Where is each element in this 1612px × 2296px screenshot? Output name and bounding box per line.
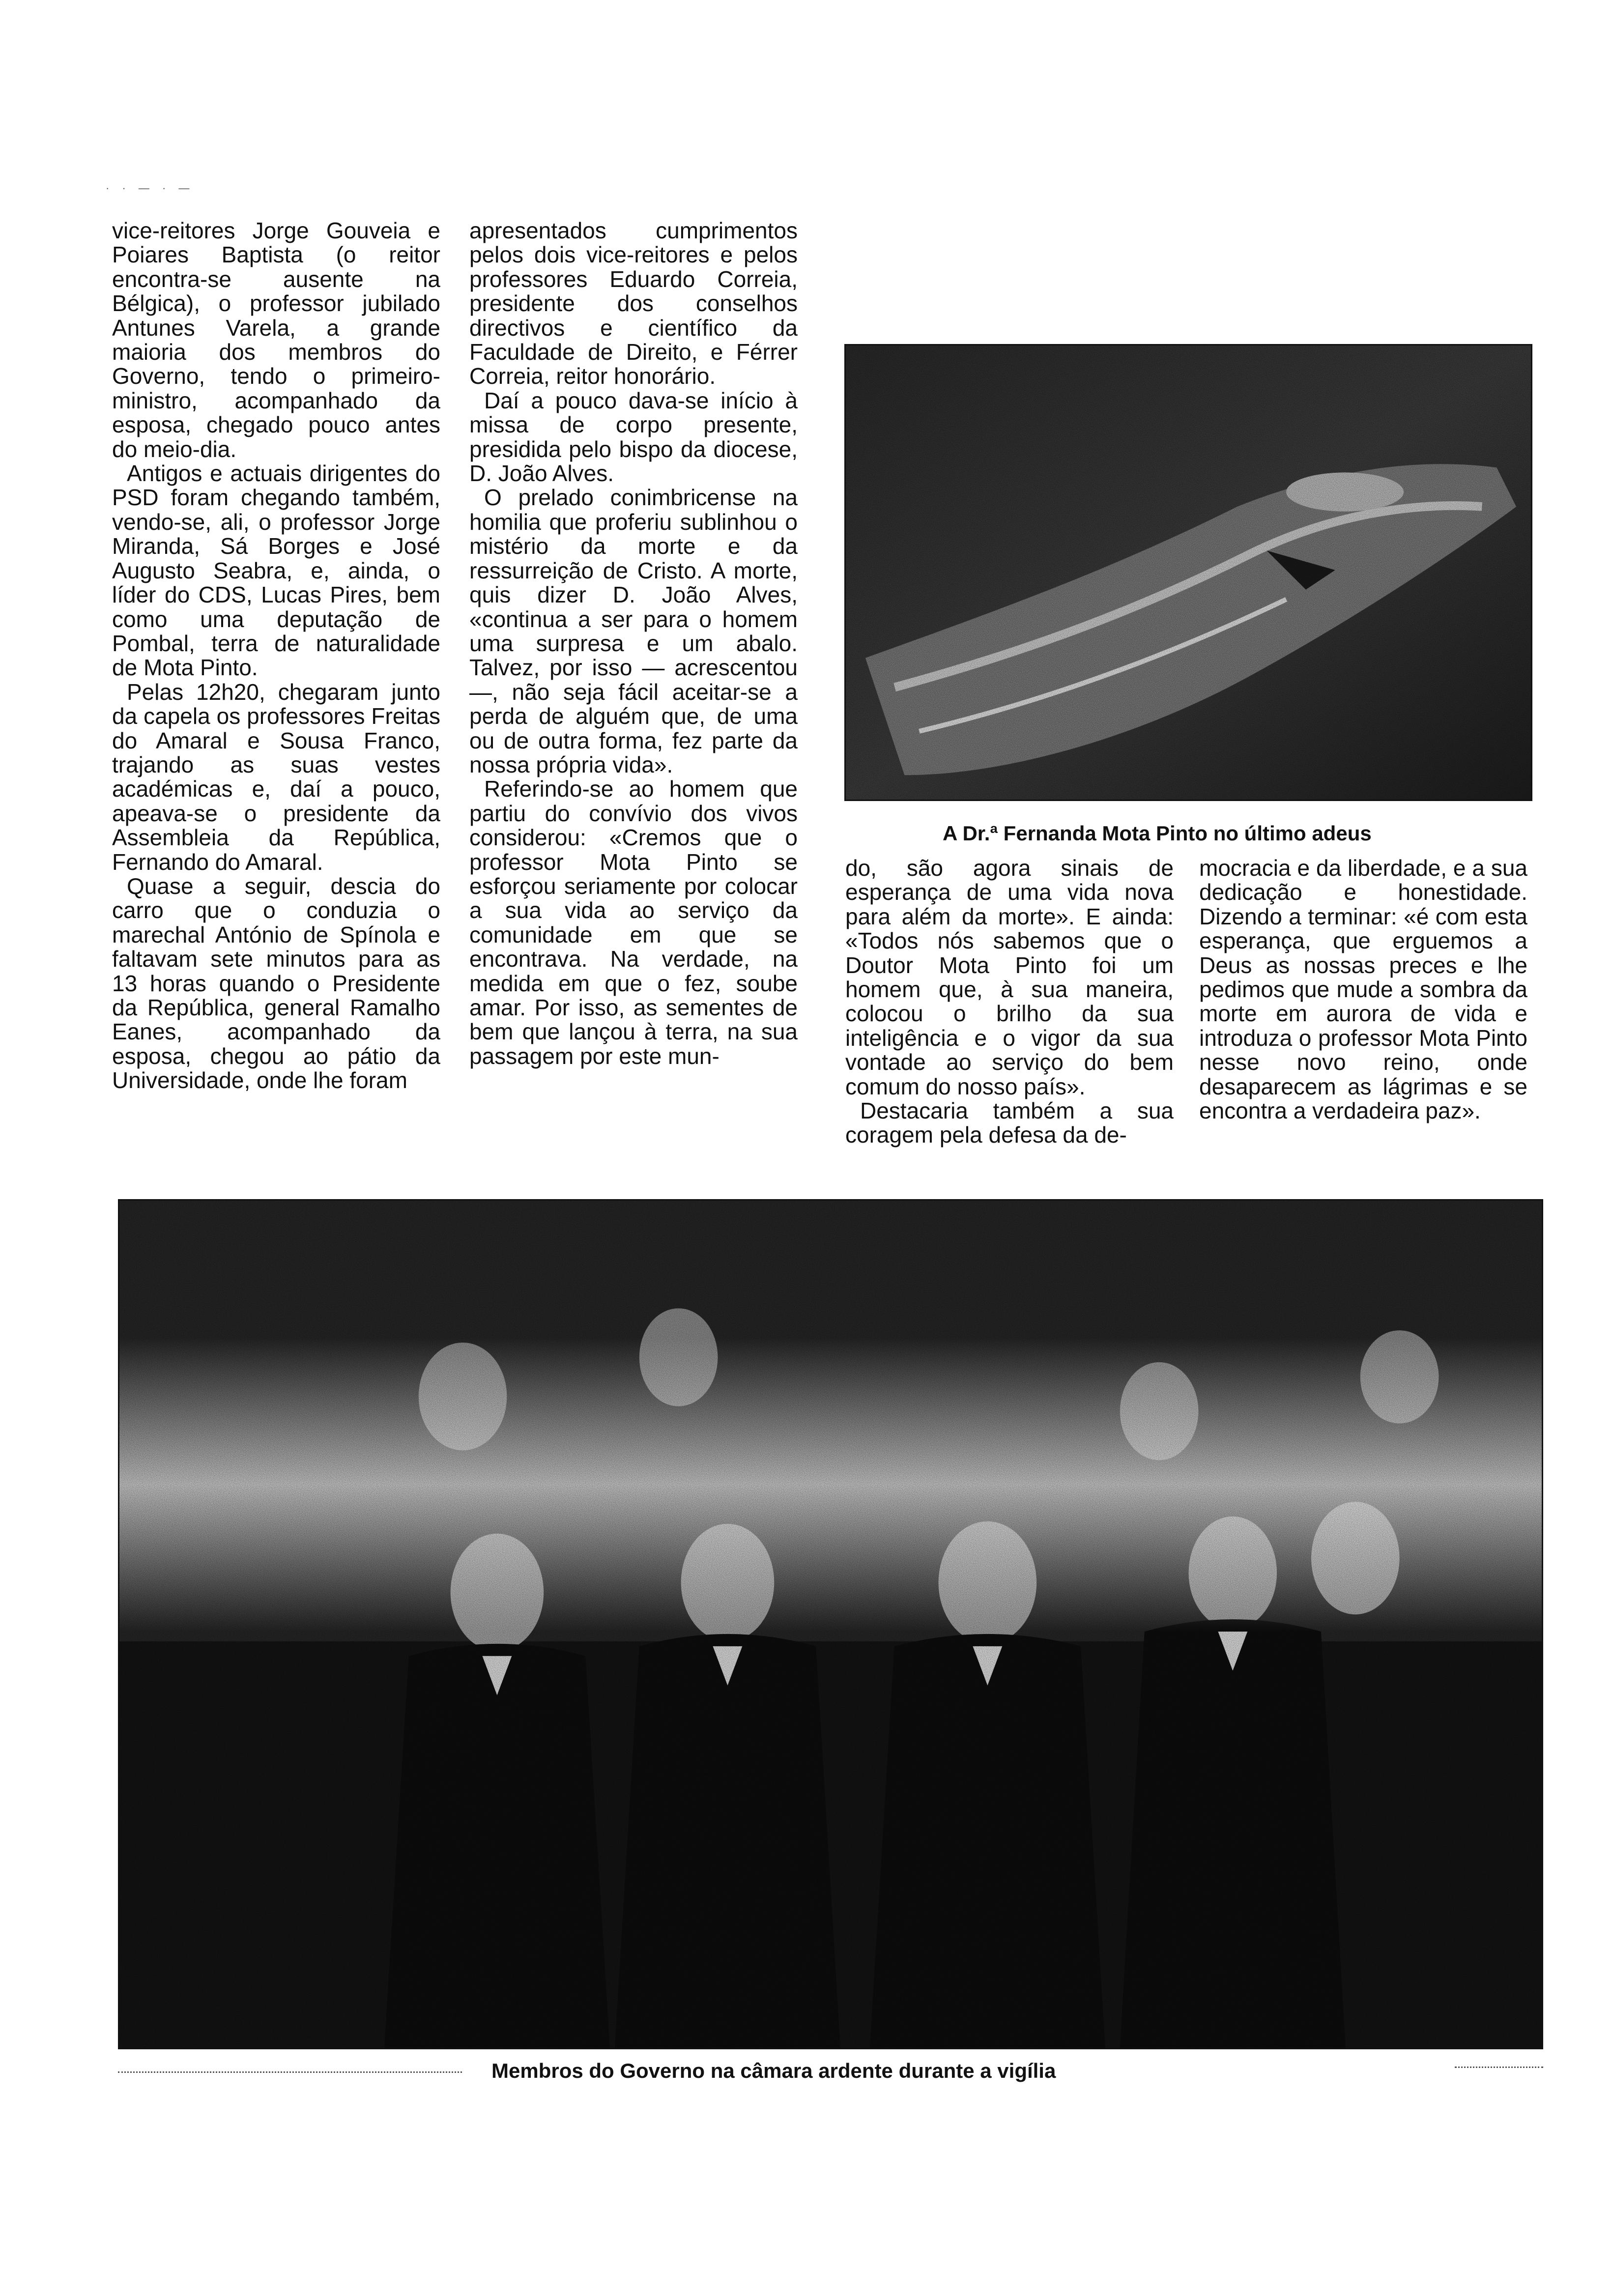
paragraph: Destacaria também a sua coragem pela defesa da de- bbox=[845, 1098, 1174, 1148]
paragraph: Pelas 12h20, chegaram junto da capela os professores Freitas do Amaral e Sousa Franco, trajando as suas vestes académicas e, daí a pouco, apeava-se o presidente da Assembleia da República, Fernando do Amaral. bbox=[112, 679, 440, 875]
caption-rule-right bbox=[1455, 2066, 1543, 2068]
paragraph: Quase a seguir, descia do carro que o conduzia o marechal António de Spínola e faltavam sete minutos para as 13 horas quando o Presidente da República, general Ramalho Eanes, acompanhado da esposa, chegou ao pátio da Universidade, onde lhe foram bbox=[112, 873, 440, 1093]
text-column-1 bbox=[112, 219, 440, 1093]
caption-rule-left bbox=[118, 2071, 462, 2073]
paragraph: O prelado conimbricense na homilia que proferiu sublinhou o mistério da morte e da ressurreição de Cristo. A morte, quis dizer D. João Alves, «continua a ser para o homem uma surpresa e um abalo. Talvez, por isso — acrescentou —, não seja fácil aceitar-se a perda de alguém que, de uma ou de outra forma, fez parte da nossa própria vida». bbox=[469, 485, 798, 777]
text-column-4 bbox=[1199, 856, 1527, 1123]
paragraph: Daí a pouco dava-se início à missa de corpo presente, presidida pelo bispo da diocese, D. João Alves. bbox=[469, 387, 798, 487]
paragraph: Referindo-se ao homem que partiu do convívio dos vivos considerou: «Cremos que o professor Mota Pinto se esforçou seriamente por colocar a sua vida ao serviço da comunidade em que se encontrava. Na verdade, na medida em que o fez, soube amar. Por isso, as sementes de bem que lançou à terra, na sua passagem por este mun- bbox=[469, 776, 798, 1069]
photo-caption: Membros do Governo na câmara ardente durante a vigília bbox=[491, 2059, 1056, 2082]
paragraph: vice-reitores Jorge Gouveia e Poiares Baptista (o reitor encontra-se ausente na Bélgica), o professor jubilado Antunes Varela, a grande maioria dos membros do Governo, tendo o primeiro-ministro, acompanhado da esposa, chegado pouco antes do meio-dia. bbox=[112, 218, 440, 462]
photo-government-members bbox=[118, 1199, 1543, 2049]
page-header-mark: · · — · — bbox=[106, 182, 195, 194]
photo-caption: A Dr.ª Fernanda Mota Pinto no último adeus bbox=[943, 822, 1372, 845]
paragraph: Antigos e actuais dirigentes do PSD foram chegando também, vendo-se, ali, o professor Jorge Miranda, Sá Borges e José Augusto Seabra, e, ainda, o líder do CDS, Lucas Pires, bem como uma deputação de Pombal, terra de naturalidade de Mota Pinto. bbox=[112, 460, 440, 681]
paragraph: apresentados cumprimentos pelos dois vice-reitores e pelos professores Eduardo Correia, presidente dos conselhos directivos e científico da Faculdade de Direito, e Férrer Correia, reitor honorário. bbox=[469, 218, 798, 389]
text-column-3 bbox=[845, 856, 1174, 1148]
paragraph: do, são agora sinais de esperança de uma vida nova para além da morte». E ainda: «Todos nós sabemos que o Doutor Mota Pinto foi um homem que, à sua maneira, colocou o brilho da sua inteligência e o vigor da sua vontade ao serviço do bem comum do nosso país». bbox=[845, 855, 1174, 1099]
paragraph: mocracia e da liberdade, e a sua dedicação e honestidade. Dizendo a terminar: «é com esta esperança, que erguemos a Deus as nossas preces e lhe pedimos que mude a sombra da morte em aurora de vida e introduza o professor Mota Pinto nesse novo reino, onde desaparecem as lágrimas e se encontra a verdadeira paz». bbox=[1199, 855, 1527, 1124]
text-column-2 bbox=[469, 219, 798, 1068]
photo-coffin bbox=[844, 344, 1532, 801]
